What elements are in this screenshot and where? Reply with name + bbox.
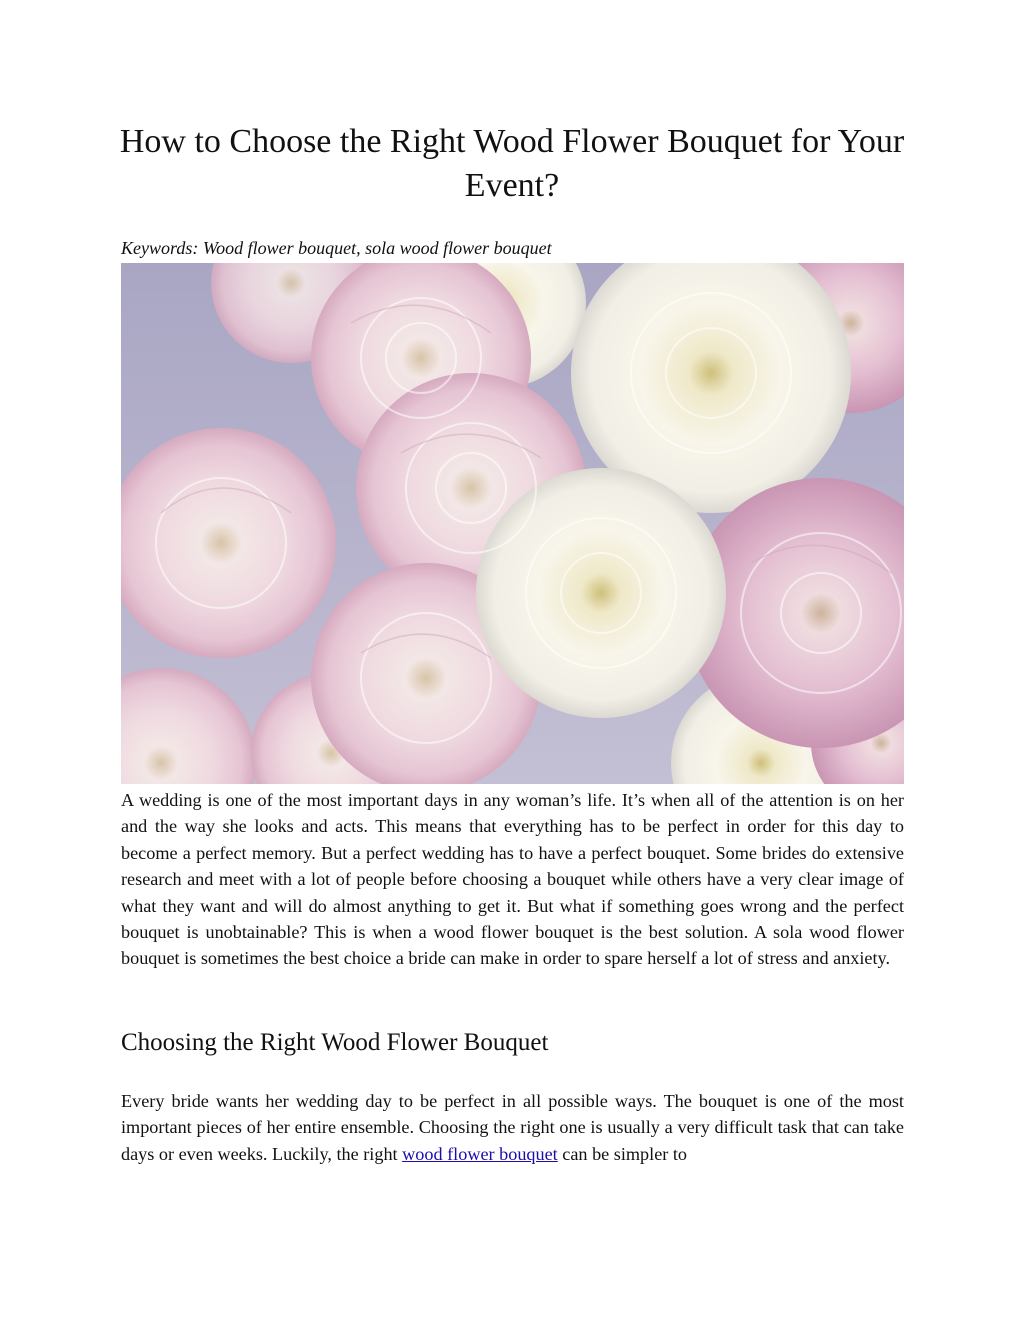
section-paragraph bbox=[121, 1088, 904, 1167]
section-paragraph-text-end: can be simpler to bbox=[557, 1143, 688, 1164]
section-heading: Choosing the Right Wood Flower Bouquet bbox=[121, 1029, 549, 1056]
intro-paragraph: A wedding is one of the most important days in any woman’s life. It’s when all of the attention is on her and the way she looks and acts. This means that everything has to be perfect in order for this day to become a perfect memory. But a perfect wedding has to have a perfect bouquet. Some brides do extensive research and meet with a lot of people before choosing a bouquet while others have a very clear image of what they want and will do almost anything to get it. But what if something goes wrong and the perfect bouquet is unobtainable? This is when a wood flower bouquet is the best solution. A sola wood flower bouquet is sometimes the best choice a bride can make in order to spare herself a lot of stress and anxiety. bbox=[121, 790, 904, 969]
wood-flower-bouquet-link[interactable]: wood flower bouquet bbox=[402, 1143, 558, 1164]
page-title: How to Choose the Right Wood Flower Bouquet for Your Event? bbox=[119, 123, 905, 204]
roses-illustration bbox=[121, 263, 904, 784]
bouquet-photo bbox=[121, 263, 904, 784]
section-paragraph-text: Every bride wants her wedding day to be perfect in all possible ways. The bouquet is one of the most important pieces of her entire ensemble. Choosing the right one is usually a very difficult task that can take days or even weeks. Luckily, the right bbox=[121, 1091, 904, 1164]
keywords-line: Keywords: Wood flower bouquet, sola wood flower bouquet bbox=[121, 238, 552, 258]
